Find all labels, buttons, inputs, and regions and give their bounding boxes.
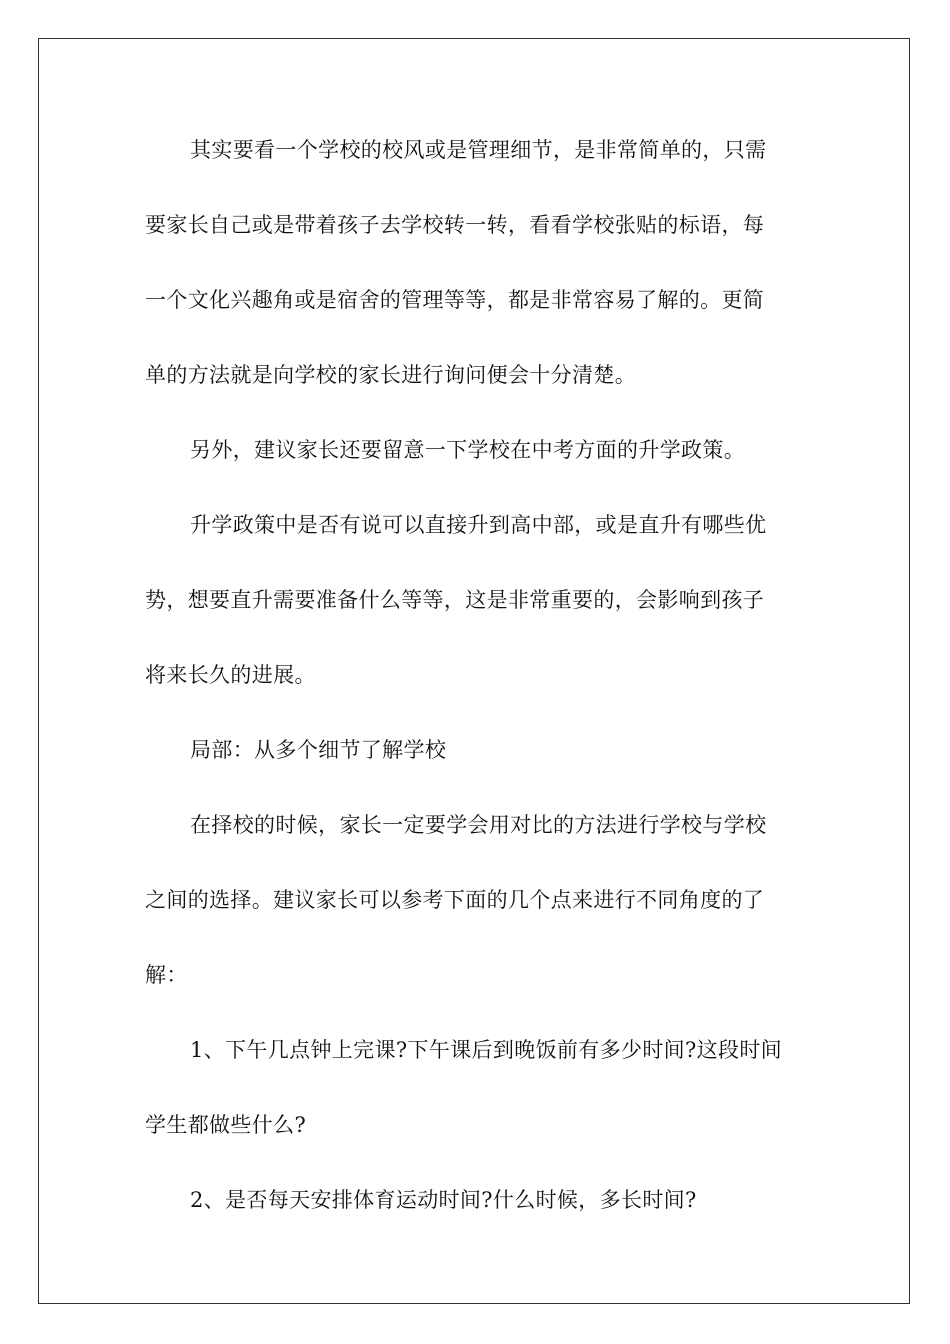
list-item-continuation: 学生都做些什么? bbox=[145, 1113, 307, 1137]
paragraph-line: 将来长久的进展。 bbox=[145, 663, 316, 687]
paragraph-line: 其实要看一个学校的校风或是管理细节，是非常简单的，只需 bbox=[190, 138, 767, 162]
paragraph-line: 解： bbox=[145, 963, 188, 987]
list-item: 1、下午几点钟上完课?下午课后到晚饭前有多少时间?这段时间 bbox=[190, 1038, 783, 1062]
paragraph-line: 势，想要直升需要准备什么等等，这是非常重要的，会影响到孩子 bbox=[145, 588, 765, 612]
paragraph-line: 在择校的时候，家长一定要学会用对比的方法进行学校与学校 bbox=[190, 813, 767, 837]
list-item: 2、是否每天安排体育运动时间?什么时候，多长时间? bbox=[190, 1188, 697, 1212]
paragraph-line: 要家长自己或是带着孩子去学校转一转，看看学校张贴的标语，每 bbox=[145, 213, 765, 237]
paragraph-line: 之间的选择。建议家长可以参考下面的几个点来进行不同角度的了 bbox=[145, 888, 765, 912]
paragraph-line: 一个文化兴趣角或是宿舍的管理等等，都是非常容易了解的。更简 bbox=[145, 288, 765, 312]
paragraph-line: 单的方法就是向学校的家长进行询问便会十分清楚。 bbox=[145, 363, 637, 387]
paragraph-line: 升学政策中是否有说可以直接升到高中部，或是直升有哪些优 bbox=[190, 513, 767, 537]
section-heading: 局部：从多个细节了解学校 bbox=[190, 738, 447, 762]
paragraph-line: 另外，建议家长还要留意一下学校在中考方面的升学政策。 bbox=[190, 438, 746, 462]
